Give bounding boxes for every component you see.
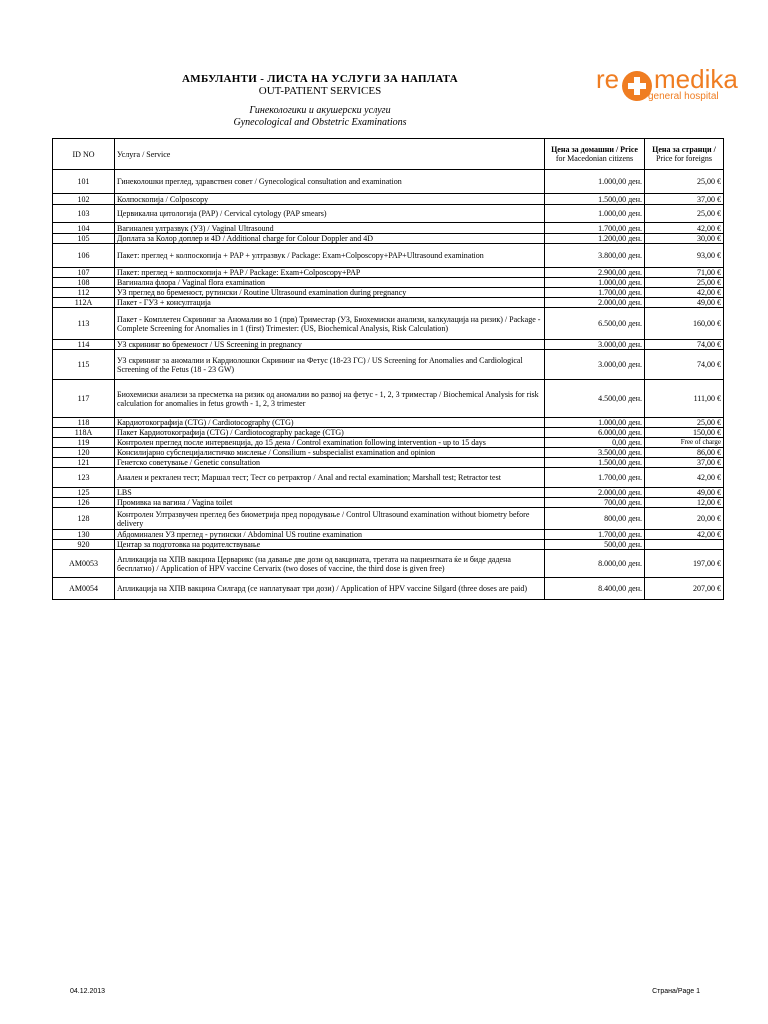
table-row [53,488,724,498]
table-row [53,540,724,550]
row-service: Пакет - Комплетен Скрининг за Аномалии во 1 (прв) Триместар (УЗ, Биохемиски анализи, калкулација на ризик) / Package - Complete Screening for Anomalies in 1 (first) Trimester: (US, Biochemical Analysis, Risk Calculation) [115,308,545,340]
row-price-local: 1.700,00 ден. [545,468,645,488]
table-row [53,498,724,508]
row-price-foreign: 42,00 € [645,288,724,298]
table-row [53,205,724,223]
row-price-local: 500,00 ден. [545,540,645,550]
row-service: Пакет - ГУЗ + консултација [115,298,545,308]
row-price-foreign: 49,00 € [645,488,724,498]
row-id: 114 [53,340,115,350]
row-service: Промивка на вагина / Vagina toilet [115,498,545,508]
row-price-foreign: 197,00 € [645,550,724,578]
table-row [53,234,724,244]
table-row [53,458,724,468]
row-price-local: 1.700,00 ден. [545,288,645,298]
header-price-local-title: Цена за домашни / Price [551,145,638,154]
row-price-local: 1.700,00 ден. [545,530,645,540]
table-row [53,268,724,278]
logo-text-medika: medika [654,64,738,94]
row-id: 102 [53,194,115,205]
row-price-local: 8.000,00 ден. [545,550,645,578]
row-service: Апликација на ХПВ вакцина Церварикс (на давање две дози од вакцината, третата на пациентката ќе и биде дадена бесплатно) / Application of HPV vaccine Cervarix (two doses of vaccine, the third dose is given free) [115,550,545,578]
row-price-local: 4.500,00 ден. [545,380,645,418]
row-price-local: 3.800,00 ден. [545,244,645,268]
row-service: LBS [115,488,545,498]
table-row [53,350,724,380]
row-id: 103 [53,205,115,223]
row-price-foreign: 42,00 € [645,223,724,234]
row-price-foreign: 49,00 € [645,298,724,308]
header-price-foreign [645,139,724,170]
row-id: 105 [53,234,115,244]
row-price-local: 1.000,00 ден. [545,418,645,428]
row-id: 126 [53,498,115,508]
footer-page-number: Страна/Page 1 [652,988,700,995]
row-id: 118 [53,418,115,428]
header-price-foreign-title: Цена за странци / [652,145,716,154]
row-service: Кардиотокографија (CTG) / Cardiotocography (CTG) [115,418,545,428]
row-price-foreign: 93,00 € [645,244,724,268]
row-service: Контролен преглед после интервенција, до 15 дена / Control examination following intervention - up to 15 days [115,438,545,448]
hospital-logo [596,64,738,106]
page-title-mk: АМБУЛАНТИ - ЛИСТА НА УСЛУГИ ЗА НАПЛАТА [182,73,458,85]
row-id: 128 [53,508,115,530]
table-row [53,428,724,438]
row-price-foreign: 160,00 € [645,308,724,340]
table-row [53,278,724,288]
row-price-foreign: 37,00 € [645,458,724,468]
table-row [53,550,724,578]
row-service: Абдоминален УЗ преглед - рутински / Abdominal US routine examination [115,530,545,540]
row-price-foreign: 74,00 € [645,350,724,380]
row-service: Биохемиски анализи за пресметка на ризик од аномалии во развој на фетус - 1, 2, 3 триместар / Biochemical Analysis for risk calculation for anomalies in fetus growth - 1, 2, 3 trimester [115,380,545,418]
row-id: 125 [53,488,115,498]
row-price-foreign: Free of charge [645,438,724,448]
row-id: AM0053 [53,550,115,578]
table-row [53,578,724,600]
row-id: 130 [53,530,115,540]
table-row [53,438,724,448]
row-price-foreign: 25,00 € [645,278,724,288]
table-header-row [53,139,724,170]
row-id: 118A [53,428,115,438]
row-price-foreign: 150,00 € [645,428,724,438]
row-price-local: 2.900,00 ден. [545,268,645,278]
table-row [53,244,724,268]
row-id: 123 [53,468,115,488]
table-row [53,223,724,234]
row-price-local: 6.500,00 ден. [545,308,645,340]
table-row [53,308,724,340]
row-price-foreign: 111,00 € [645,380,724,418]
row-price-foreign: 42,00 € [645,530,724,540]
row-service: Колпоскопија / Colposcopy [115,194,545,205]
row-price-local: 2.000,00 ден. [545,298,645,308]
table-row [53,340,724,350]
row-service: Пакет: преглед + колпоскопија + PAP + ултразвук / Package: Exam+Colposcopy+PAP+Ultrasound examination [115,244,545,268]
row-price-foreign [645,540,724,550]
row-price-foreign: 74,00 € [645,340,724,350]
row-service: Пакет: преглед + колпоскопија + PAP / Package: Exam+Colposcopy+PAP [115,268,545,278]
header-service: Услуга / Service [115,139,545,170]
row-price-foreign: 20,00 € [645,508,724,530]
table-row [53,380,724,418]
row-service: Генетско советување / Genetic consultation [115,458,545,468]
logo-text-re: re [596,64,620,94]
row-id: 117 [53,380,115,418]
row-service: Апликација на ХПВ вакцина Силгард (се наплатуваат три дози) / Application of HPV vaccine Silgard (three doses are paid) [115,578,545,600]
row-service: Центар за подготовка на родителствување [115,540,545,550]
row-service: Вагинален ултразвук (УЗ) / Vaginal Ultrasound [115,223,545,234]
row-price-local: 8.400,00 ден. [545,578,645,600]
table-row [53,508,724,530]
row-price-local: 2.000,00 ден. [545,488,645,498]
row-price-foreign: 42,00 € [645,468,724,488]
header-price-foreign-sub: Price for foreigns [656,154,712,163]
row-id: 112 [53,288,115,298]
row-service: Пакет Кардиотокографија (CTG) / Cardiotocography package (CTG) [115,428,545,438]
row-price-local: 1.700,00 ден. [545,223,645,234]
row-id: 104 [53,223,115,234]
row-id: 113 [53,308,115,340]
row-id: 112A [53,298,115,308]
footer-date: 04.12.2013 [70,988,106,995]
row-id: 119 [53,438,115,448]
row-price-local: 1.200,00 ден. [545,234,645,244]
logo-subtitle: general hospital [648,91,719,102]
row-id: 106 [53,244,115,268]
row-service: Гинеколошки преглед, здравствен совет / Gynecological consultation and examination [115,170,545,194]
row-price-local: 1.000,00 ден. [545,205,645,223]
row-id: 920 [53,540,115,550]
header-id: ID NO [53,139,115,170]
row-price-local: 3.000,00 ден. [545,340,645,350]
row-service: Консилијарно субспецијалистичко мислење / Consilium - subspecialist examination and opinion [115,448,545,458]
row-price-local: 0,00 ден. [545,438,645,448]
row-id: 108 [53,278,115,288]
table-row [53,170,724,194]
header-price-local [545,139,645,170]
row-price-foreign: 25,00 € [645,418,724,428]
row-price-foreign: 25,00 € [645,205,724,223]
row-id: 121 [53,458,115,468]
row-id: AM0054 [53,578,115,600]
services-price-table [52,138,724,600]
row-price-local: 3.000,00 ден. [545,350,645,380]
table-row [53,194,724,205]
row-price-local: 1.000,00 ден. [545,278,645,288]
table-row [53,298,724,308]
row-id: 107 [53,268,115,278]
table-row [53,530,724,540]
row-service: Доплата за Колор доплер и 4D / Additional charge for Colour Doppler and 4D [115,234,545,244]
page-title-en: OUT-PATIENT SERVICES [258,85,382,97]
row-service: УЗ преглед во бременост, рутински / Routine Ultrasound examination during pregnancy [115,288,545,298]
header-price-local-sub: for Macedonian citizens [555,154,634,163]
row-service: УЗ скрининг за аномалии и Кардиолошки Скрининг на Фетус (18-23 ГС) / US Screening for Anomalies and Cardiological Screening of the Fetus (18 - 23 GW) [115,350,545,380]
row-price-foreign: 37,00 € [645,194,724,205]
row-price-foreign: 71,00 € [645,268,724,278]
row-price-local: 800,00 ден. [545,508,645,530]
section-subtitle-mk: Гинекологики и акушерски услуги [249,105,391,116]
row-price-foreign: 25,00 € [645,170,724,194]
row-price-local: 3.500,00 ден. [545,448,645,458]
row-service: УЗ скрининг во бременост / US Screening in pregnancy [115,340,545,350]
row-price-foreign: 30,00 € [645,234,724,244]
row-service: Анален и ректален тест; Маршал тест; Тест со ретрактор / Anal and rectal examination; Marshall test; Retractor test [115,468,545,488]
row-service: Контролен Ултразвучен преглед без биометрија пред породување / Control Ultrasound examination without biometry before delivery [115,508,545,530]
row-price-local: 6.000,00 ден. [545,428,645,438]
row-price-foreign: 86,00 € [645,448,724,458]
row-id: 101 [53,170,115,194]
row-service: Цервикална цитологија (PAP) / Cervical cytology (PAP smears) [115,205,545,223]
table-row [53,288,724,298]
row-service: Вагинална флора / Vaginal flora examination [115,278,545,288]
row-id: 120 [53,448,115,458]
table-row [53,418,724,428]
row-price-local: 1.500,00 ден. [545,194,645,205]
row-price-foreign: 207,00 € [645,578,724,600]
row-id: 115 [53,350,115,380]
row-price-local: 1.500,00 ден. [545,458,645,468]
section-subtitle-en: Gynecological and Obstetric Examinations [233,117,407,128]
row-price-local: 1.000,00 ден. [545,170,645,194]
table-row [53,468,724,488]
table-row [53,448,724,458]
row-price-foreign: 12,00 € [645,498,724,508]
row-price-local: 700,00 ден. [545,498,645,508]
